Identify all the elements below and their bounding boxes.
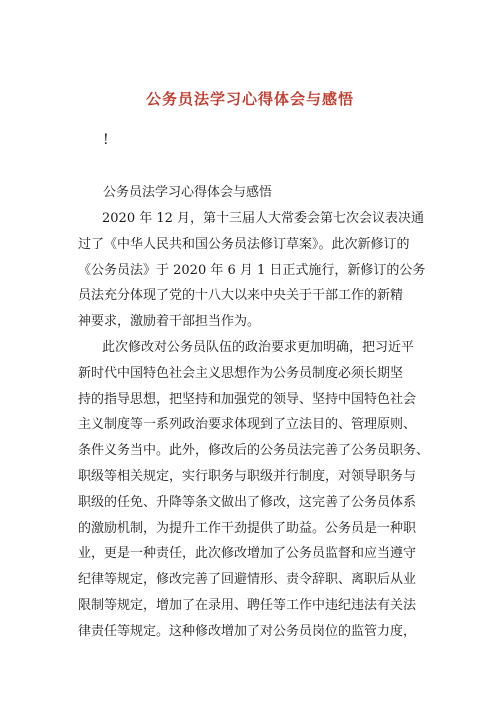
document-subtitle: 公务员法学习心得体会与感悟 <box>103 185 273 200</box>
paragraph-line: 的激励机制，为提升工作干劲提供了助益。公务员是一种职 <box>78 520 417 536</box>
paragraph-line: 限制等规定，增加了在录用、聘任等工作中违纪违法有关法 <box>78 597 417 613</box>
exclamation-mark: ! <box>103 132 109 148</box>
paragraph-1 <box>78 206 432 335</box>
paragraph-line: 职级的任免、升降等条文做出了修改，这完善了公务员体系 <box>78 494 417 510</box>
paragraph-line: 持的指导思想，把坚持和加强党的领导、坚持中国特色社会 <box>78 391 417 407</box>
paragraph-line: 2020 年 12 月，第十三届人大常委会第七次会议表决通 <box>102 211 425 226</box>
paragraph-2 <box>78 335 432 645</box>
paragraph-line: 条件义务当中。此外，修改后的公务员法完善了公务员职务、 <box>78 443 430 459</box>
document-title: 公务员法学习心得体会与感悟 <box>145 90 354 108</box>
paragraph-line: 业，更是一种责任，此次修改增加了公务员监督和应当遵守 <box>78 546 417 562</box>
paragraph-line: 过了《中华人民共和国公务员法修订草案》。此次新修订的 <box>78 236 410 252</box>
paragraph-line: 员法充分体现了党的十八大以来中央关于干部工作的新精 <box>78 288 404 304</box>
paragraph-line: 《公务员法》于 2020 年 6 月 1 日正式施行，新修订的公务 <box>78 262 426 278</box>
paragraph-line: 主义制度等一系列政治要求体现到了立法目的、管理原则、 <box>78 417 417 433</box>
paragraph-line: 此次修改对公务员队伍的政治要求更加明确，把习近平 <box>102 340 415 355</box>
paragraph-line: 职级等相关规定，实行职务与职级并行制度，对领导职务与 <box>78 468 417 484</box>
paragraph-line: 纪律等规定，修改完善了回避情形、责令辞职、离职后从业 <box>78 572 417 588</box>
paragraph-line: 神要求，激励着干部担当作为。 <box>78 314 261 330</box>
paragraph-line: 新时代中国特色社会主义思想作为公务员制度必须长期坚 <box>78 365 404 381</box>
paragraph-line: 律责任等规定。这种修改增加了对公务员岗位的监管力度， <box>78 623 417 639</box>
